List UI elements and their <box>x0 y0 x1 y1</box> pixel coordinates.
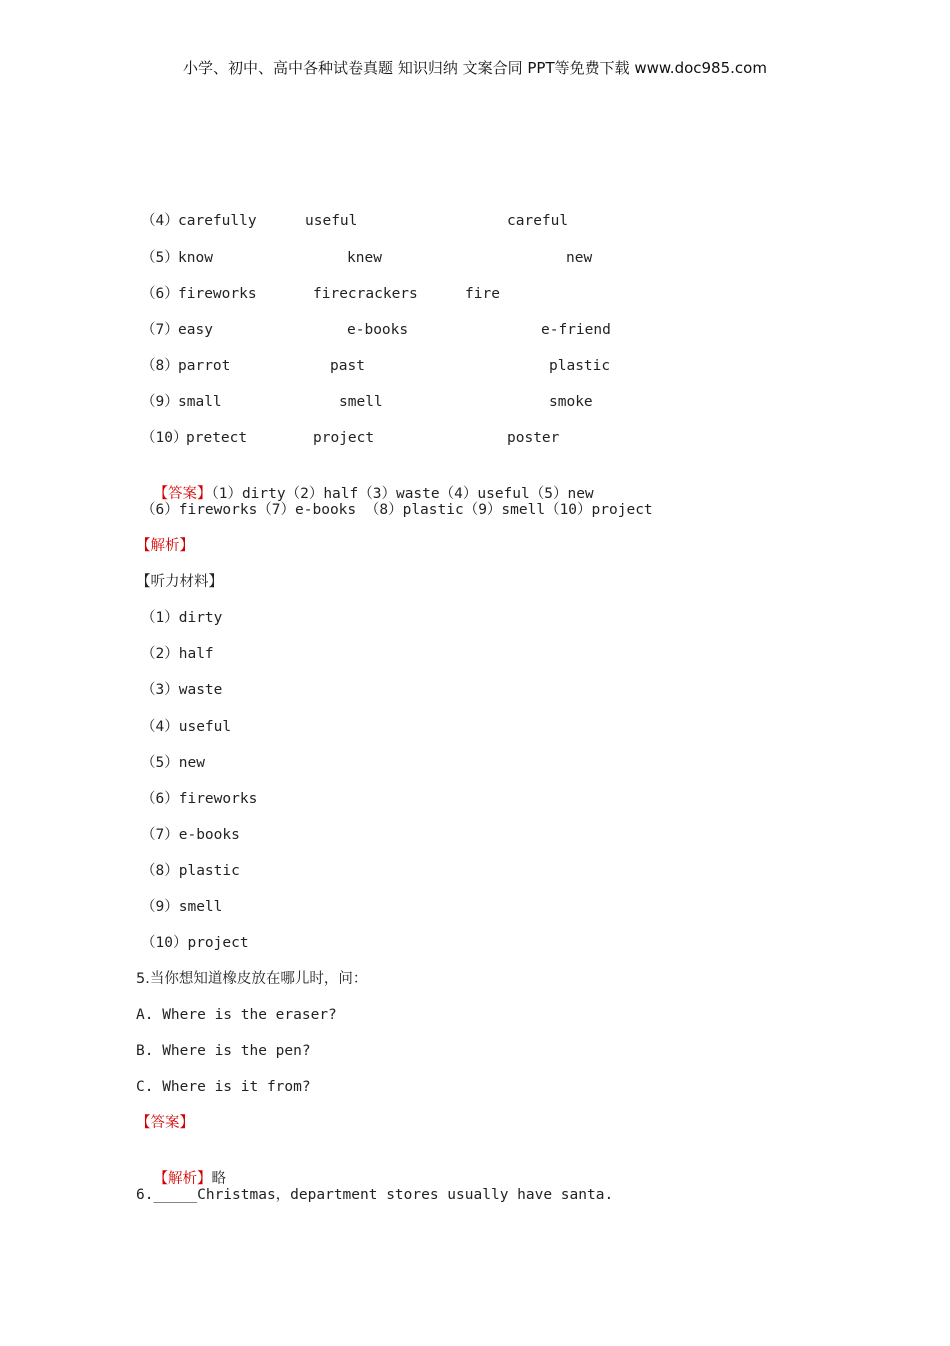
listening-item: （3）waste <box>141 682 223 698</box>
question-5-answer-label: 【答案】 <box>136 1115 194 1131</box>
site-header: 小学、初中、高中各种试卷真题 知识归纳 文案合同 PPT等免费下载 www.doc985.com <box>183 59 767 77</box>
word-option-1: small <box>178 394 222 410</box>
word-row-num: （5） <box>141 250 179 266</box>
word-option-3: careful <box>507 213 569 229</box>
word-option-1: parrot <box>178 358 231 374</box>
analysis-label: 【解析】 <box>136 538 194 554</box>
word-option-2: past <box>330 358 365 374</box>
word-row-num: （7） <box>141 322 179 338</box>
listening-item: （7）e-books <box>141 827 240 843</box>
listening-item: （6）fireworks <box>141 791 258 807</box>
listening-item: （10）project <box>141 935 249 951</box>
word-row-num: （10） <box>141 430 188 446</box>
word-option-3: smoke <box>549 394 593 410</box>
listening-item: （1）dirty <box>141 610 223 626</box>
word-row-num: （4） <box>141 213 179 229</box>
word-option-3: new <box>566 250 593 266</box>
word-option-3: fire <box>465 286 500 302</box>
question-5-option-a: A. Where is the eraser? <box>136 1007 337 1023</box>
word-option-1: know <box>178 250 213 266</box>
answer-text-continued: （6）fireworks（7）e-books （8）plastic（9）smell（10）project <box>141 502 653 518</box>
word-row-num: （9） <box>141 394 179 410</box>
word-option-2: knew <box>347 250 382 266</box>
word-option-2: useful <box>305 213 358 229</box>
word-option-1: easy <box>178 322 213 338</box>
word-option-3: plastic <box>549 358 611 374</box>
answer-text: （1）dirty（2）half（3）waste（4）useful（5）new <box>211 486 594 502</box>
listening-item: （5）new <box>141 755 205 771</box>
word-row-num: （8） <box>141 358 179 374</box>
listening-item: （2）half <box>141 646 214 662</box>
question-5-option-c: C. Where is it from? <box>136 1079 311 1095</box>
word-option-1: carefully <box>178 213 257 229</box>
word-option-1: pretect <box>186 430 248 446</box>
question-6-stem: 6._____Christmas，department stores usually have santa. <box>136 1187 614 1203</box>
question-5-option-b: B. Where is the pen? <box>136 1043 311 1059</box>
word-option-2: project <box>313 430 375 446</box>
word-option-3: poster <box>507 430 560 446</box>
listening-material-label: 【听力材料】 <box>136 574 223 590</box>
answer-label: 【答案】 <box>153 486 212 502</box>
word-option-1: fireworks <box>178 286 257 302</box>
listening-item: （9）smell <box>141 899 223 915</box>
word-option-2: e-books <box>347 322 409 338</box>
question-5-analysis-text: 略 <box>211 1171 226 1187</box>
word-row-num: （6） <box>141 286 179 302</box>
word-option-3: e-friend <box>541 322 611 338</box>
word-option-2: smell <box>339 394 383 410</box>
listening-item: （4）useful <box>141 719 232 735</box>
question-5-stem: 5.当你想知道橡皮放在哪儿时，问： <box>136 971 368 987</box>
question-5-analysis-label: 【解析】 <box>153 1171 212 1187</box>
listening-item: （8）plastic <box>141 863 240 879</box>
word-option-2: firecrackers <box>313 286 418 302</box>
